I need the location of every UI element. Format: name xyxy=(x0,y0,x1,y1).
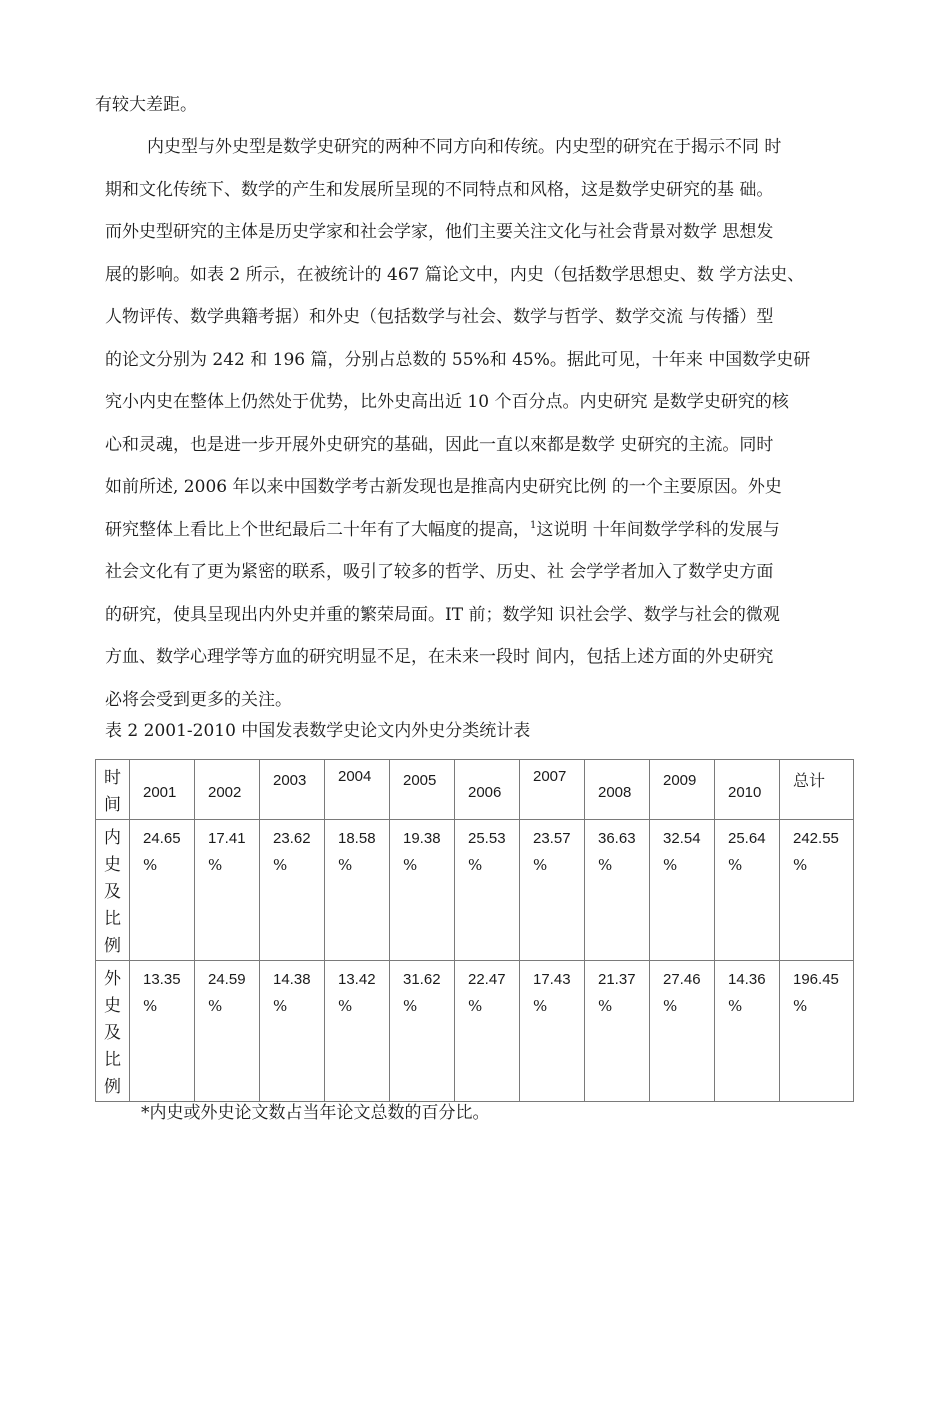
row-label-char: 例 xyxy=(104,1077,121,1097)
value-cell xyxy=(195,820,260,961)
value-cell xyxy=(650,820,715,961)
year-label: 2003 xyxy=(273,772,307,789)
value-cell xyxy=(130,820,195,961)
year-label: 2005 xyxy=(403,772,437,789)
value-number: 36.63 xyxy=(598,830,636,847)
percent-sign: % xyxy=(468,997,483,1015)
percent-sign: % xyxy=(208,997,223,1015)
value-number: 242.55 xyxy=(793,830,839,847)
year-label: 2010 xyxy=(728,784,762,801)
year-cell xyxy=(325,760,390,820)
value-cell xyxy=(520,961,585,1102)
year-cell xyxy=(455,760,520,820)
value-cell xyxy=(455,961,520,1102)
row-label-char: 例 xyxy=(104,936,121,956)
paragraph-line: 的研究，使具呈现出内外史并重的繁荣局面。IT 前；数学知 识社会学、数学与社会的微观 xyxy=(105,605,780,625)
paragraph-line: 内史型与外史型是数学史研究的两种不同方向和传统。内史型的研究在于揭示不同 时 xyxy=(147,137,782,157)
value-cell xyxy=(650,961,715,1102)
table-caption: 表 2 2001-2010 中国发表数学史论文内外史分类统计表 xyxy=(105,721,531,741)
value-cell xyxy=(130,961,195,1102)
percent-sign: % xyxy=(663,856,678,874)
value-cell xyxy=(195,961,260,1102)
value-cell xyxy=(325,820,390,961)
year-cell xyxy=(260,760,325,820)
percent-sign: % xyxy=(273,856,288,874)
percent-sign: % xyxy=(273,997,288,1015)
percent-sign: % xyxy=(728,997,743,1015)
table-header-row xyxy=(96,760,854,820)
year-cell xyxy=(650,760,715,820)
row-label-char: 及 xyxy=(104,1023,121,1043)
table-row-internal xyxy=(96,820,854,961)
paragraph-line: 而外史型研究的主体是历史学家和社会学家，他们主要关注文化与社会背景对数学 思想发 xyxy=(105,222,774,242)
value-cell xyxy=(585,961,650,1102)
header-char: 时 xyxy=(104,768,121,788)
row-label-char: 比 xyxy=(104,909,121,929)
total-label: 总计 xyxy=(793,771,826,790)
row-label-cell xyxy=(96,820,130,961)
value-number: 14.36 xyxy=(728,971,766,988)
footnote-mark: 1 xyxy=(530,520,537,531)
year-label: 2009 xyxy=(663,772,697,789)
row-label-char: 及 xyxy=(104,882,121,902)
value-cell xyxy=(520,820,585,961)
percent-sign: % xyxy=(598,856,613,874)
paragraph-line: 究小内史在整体上仍然处于优势，比外史高出近 10 个百分点。内史研究 是数学史研究的核 xyxy=(105,392,789,412)
percent-sign: % xyxy=(338,856,353,874)
year-label: 2007 xyxy=(533,768,567,785)
row-label-char: 史 xyxy=(104,855,121,875)
value-number: 22.47 xyxy=(468,971,506,988)
value-number: 25.64 xyxy=(728,830,766,847)
value-cell xyxy=(390,961,455,1102)
value-number: 17.41 xyxy=(208,830,246,847)
paragraph-line: 期和文化传统下、数学的产生和发展所呈现的不同特点和风格，这是数学史研究的基 础。 xyxy=(105,180,774,200)
header-char: 间 xyxy=(104,795,121,815)
percent-sign: % xyxy=(403,997,418,1015)
row-label-cell xyxy=(96,961,130,1102)
total-header-cell xyxy=(780,760,854,820)
value-number: 19.38 xyxy=(403,830,441,847)
percent-sign: % xyxy=(143,997,158,1015)
percent-sign: % xyxy=(208,856,223,874)
value-number: 25.53 xyxy=(468,830,506,847)
value-number: 13.35 xyxy=(143,971,181,988)
value-number: 13.42 xyxy=(338,971,376,988)
value-number: 23.62 xyxy=(273,830,311,847)
total-value-cell xyxy=(780,820,854,961)
paragraph-line: 如前所述, 2006 年以来中国数学考古新发现也是推高内史研究比例 的一个主要原因。外史 xyxy=(105,477,782,497)
paragraph-line: 社会文化有了更为紧密的联系，吸引了较多的哲学、历史、社 会学学者加入了数学史方面 xyxy=(105,562,774,582)
value-number: 21.37 xyxy=(598,971,636,988)
value-number: 14.38 xyxy=(273,971,311,988)
value-cell xyxy=(260,820,325,961)
value-number: 23.57 xyxy=(533,830,571,847)
year-cell xyxy=(195,760,260,820)
paragraph-line: 有较大差距。 xyxy=(95,95,197,115)
percent-sign: % xyxy=(663,997,678,1015)
row-label-char: 比 xyxy=(104,1050,121,1070)
value-number: 24.65 xyxy=(143,830,181,847)
table-row-external xyxy=(96,961,854,1102)
paragraph-line-with-footnote xyxy=(105,520,780,540)
percent-sign: % xyxy=(728,856,743,874)
value-cell xyxy=(585,820,650,961)
paragraph-line: 展的影响。如表 2 所示，在被统计的 467 篇论文中，内史（包括数学思想史、数 学方法史、 xyxy=(105,265,805,285)
value-cell xyxy=(390,820,455,961)
year-label: 2002 xyxy=(208,784,242,801)
row-label-char: 史 xyxy=(104,996,121,1016)
percent-sign: % xyxy=(793,997,808,1015)
header-cell-time xyxy=(96,760,130,820)
year-label: 2006 xyxy=(468,784,502,801)
paragraph-line: 的论文分别为 242 和 196 篇，分别占总数的 55%和 45%。据此可见，十年来 中国数学史研 xyxy=(105,350,811,370)
percent-sign: % xyxy=(403,856,418,874)
paragraph-line: 必将会受到更多的关注。 xyxy=(105,690,292,710)
paragraph-line: 人物评传、数学典籍考据）和外史（包括数学与社会、数学与哲学、数学交流 与传播）型 xyxy=(105,307,774,327)
value-cell xyxy=(715,961,780,1102)
paragraph-line-part: 研究整体上看比上个世纪最后二十年有了大幅度的提高， xyxy=(105,520,530,540)
statistics-table xyxy=(95,759,854,1102)
percent-sign: % xyxy=(338,997,353,1015)
paragraph-line-part: 这说明 十年间数学学科的发展与 xyxy=(536,520,780,540)
paragraph-line: 方血、数学心理学等方血的研究明显不足，在未来一段时 间内，包括上述方面的外史研究 xyxy=(105,647,774,667)
value-cell xyxy=(455,820,520,961)
value-number: 32.54 xyxy=(663,830,701,847)
total-value-cell xyxy=(780,961,854,1102)
value-number: 31.62 xyxy=(403,971,441,988)
value-cell xyxy=(260,961,325,1102)
percent-sign: % xyxy=(143,856,158,874)
year-label: 2008 xyxy=(598,784,632,801)
value-number: 196.45 xyxy=(793,971,839,988)
year-cell xyxy=(130,760,195,820)
value-number: 27.46 xyxy=(663,971,701,988)
percent-sign: % xyxy=(793,856,808,874)
value-cell xyxy=(325,961,390,1102)
row-label-char: 内 xyxy=(104,828,121,848)
percent-sign: % xyxy=(468,856,483,874)
table-note: *内史或外史论文数占当年论文总数的百分比。 xyxy=(141,1103,490,1123)
row-label-char: 外 xyxy=(104,969,121,989)
year-cell xyxy=(390,760,455,820)
percent-sign: % xyxy=(533,856,548,874)
paragraph-line: 心和灵魂，也是进一步开展外史研究的基础，因此一直以來都是数学 史研究的主流。同时 xyxy=(105,435,774,455)
year-cell xyxy=(585,760,650,820)
value-number: 24.59 xyxy=(208,971,246,988)
percent-sign: % xyxy=(533,997,548,1015)
year-label: 2001 xyxy=(143,784,177,801)
value-number: 18.58 xyxy=(338,830,376,847)
percent-sign: % xyxy=(598,997,613,1015)
year-cell xyxy=(715,760,780,820)
year-label: 2004 xyxy=(338,768,372,785)
value-number: 17.43 xyxy=(533,971,571,988)
value-cell xyxy=(715,820,780,961)
year-cell xyxy=(520,760,585,820)
